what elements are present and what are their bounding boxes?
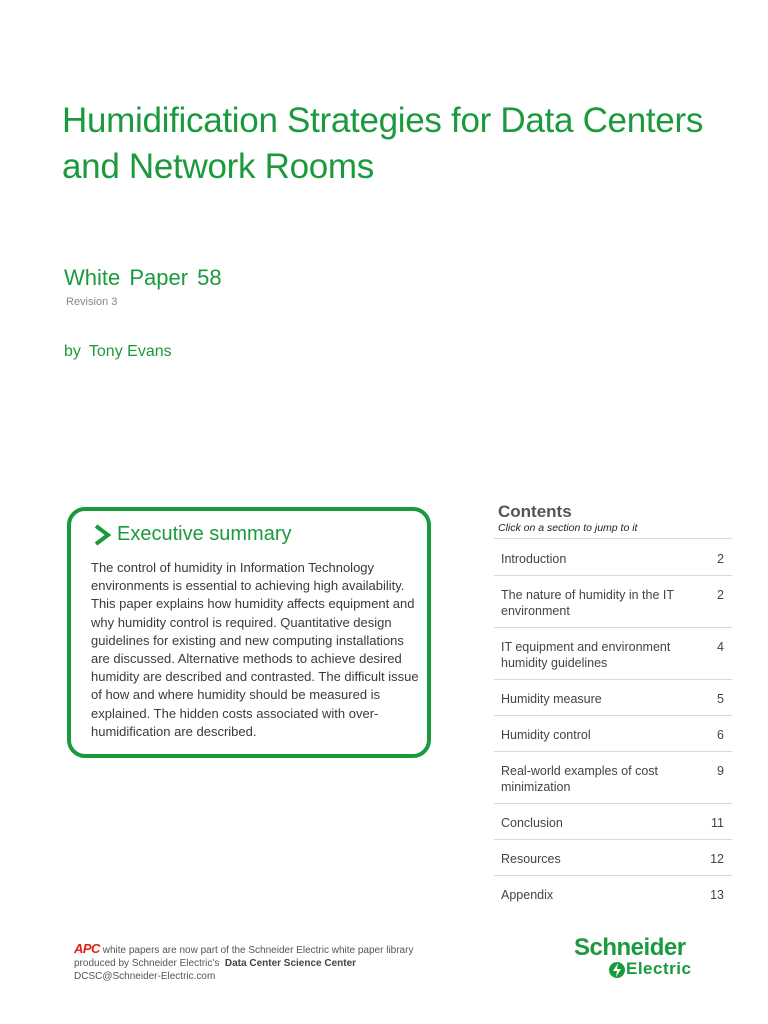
apc-logo: APC (74, 941, 100, 956)
footer-email[interactable]: DCSC@Schneider-Electric.com (74, 971, 216, 982)
toc-item-page: 11 (711, 816, 724, 830)
author-prefix: by (64, 343, 81, 360)
toc-item[interactable] (494, 538, 732, 575)
toc-item[interactable] (494, 803, 732, 839)
toc-item-label: Conclusion (501, 816, 563, 830)
toc-item-label: Resources (501, 852, 561, 866)
logo-wordmark-top: Schneider (574, 934, 686, 961)
footer-line-1-text: white papers are now part of the Schneider Electric white paper library (102, 945, 414, 956)
toc-item-label: IT equipment and environment humidity guidelines (501, 640, 671, 670)
toc-item-label: Humidity control (501, 728, 591, 742)
footer-line-1 (74, 942, 413, 957)
toc-item[interactable] (494, 575, 732, 627)
toc-item[interactable] (494, 679, 732, 715)
executive-summary-heading: Executive summary (117, 523, 292, 545)
logo-wordmark-bottom: Electric (626, 959, 692, 978)
toc-item-label: Humidity measure (501, 692, 602, 706)
toc-item-page: 5 (717, 692, 724, 706)
revision-label: Revision 3 (66, 296, 118, 308)
contents-heading: Contents (498, 502, 572, 521)
table-of-contents (494, 538, 732, 911)
executive-summary-header (93, 523, 292, 546)
toc-item-page: 6 (717, 728, 724, 742)
toc-item[interactable] (494, 715, 732, 751)
toc-item[interactable] (494, 751, 732, 803)
toc-item-page: 2 (717, 588, 724, 602)
lightning-icon (608, 961, 626, 979)
toc-item-page: 12 (710, 852, 724, 866)
toc-item-label: The nature of humidity in the IT environment (501, 588, 674, 618)
footer-line-2 (74, 957, 413, 970)
toc-item-label: Introduction (501, 552, 567, 566)
footer-dcsc-name: Data Center Science Center (224, 958, 357, 969)
toc-item-label: Appendix (501, 888, 554, 902)
author-line (64, 343, 172, 361)
contents-subheading: Click on a section to jump to it (498, 522, 638, 534)
toc-item-label: Real-world examples of cost minimization (501, 764, 659, 794)
toc-item-page: 2 (717, 552, 724, 566)
document-title: Humidification Strategies for Data Centers and Network Rooms (62, 101, 704, 186)
footer-note (74, 942, 413, 983)
toc-item-page: 9 (717, 764, 724, 778)
white-paper-number: White Paper 58 (64, 265, 222, 290)
toc-item[interactable] (494, 839, 732, 875)
toc-item[interactable] (494, 875, 732, 911)
toc-item-page: 4 (717, 640, 724, 654)
executive-summary-text: The control of humidity in Information Technology environments is essential to achieving high availability. This paper explains how humidity affects equipment and why humidity control is required. Quantitative design guidelines for existing and new computing installations are discussed. Alternative methods to achieve desired humidity are described and contrasted. The difficult issue of how and where humidity should be measured is explained. The hidden costs associated with over-humidification are described. (91, 560, 419, 739)
chevron-right-icon (93, 524, 111, 546)
footer-line-2-prefix: produced by Schneider Electric's (74, 958, 220, 969)
schneider-electric-logo (574, 934, 714, 982)
executive-summary-box (67, 507, 431, 758)
toc-item-page: 13 (710, 888, 724, 902)
author-name: Tony Evans (88, 343, 172, 360)
toc-item[interactable] (494, 627, 732, 679)
